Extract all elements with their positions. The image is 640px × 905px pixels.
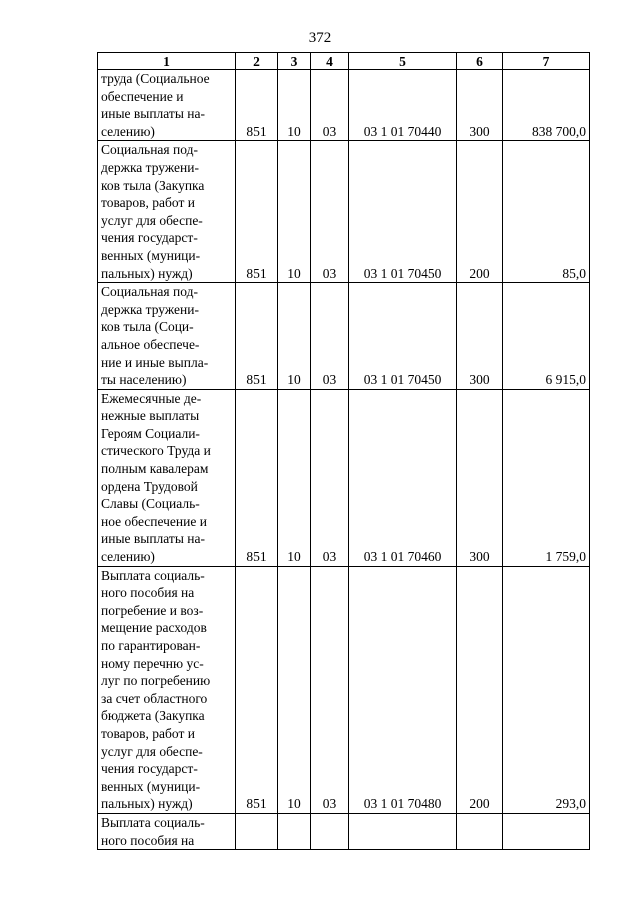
row-description: Социальная под- держка тружени- ков тыла (Закупка товаров, работ и услуг для обеспе- чения государст- венных (муници- пальных) нужд) bbox=[98, 141, 236, 283]
row-subsection-code bbox=[311, 813, 349, 849]
row-description: Социальная под- держка тружени- ков тыла (Соци- альное обеспече- ние и иные выпла- ты населению) bbox=[98, 283, 236, 390]
row-section-code: 10 bbox=[278, 141, 311, 283]
row-expense-type: 200 bbox=[457, 566, 503, 813]
table-row bbox=[98, 283, 590, 390]
row-amount: 838 700,0 bbox=[503, 70, 590, 141]
row-target-article: 03 1 01 70450 bbox=[349, 283, 457, 390]
row-ministry-code: 851 bbox=[236, 566, 278, 813]
row-expense-type: 300 bbox=[457, 389, 503, 566]
table-row bbox=[98, 566, 590, 813]
row-target-article: 03 1 01 70440 bbox=[349, 70, 457, 141]
row-expense-type: 200 bbox=[457, 141, 503, 283]
row-amount: 1 759,0 bbox=[503, 389, 590, 566]
row-subsection-code: 03 bbox=[311, 141, 349, 283]
row-description: Выплата социаль- ного пособия на bbox=[98, 813, 236, 849]
row-subsection-code: 03 bbox=[311, 566, 349, 813]
row-ministry-code: 851 bbox=[236, 141, 278, 283]
row-target-article: 03 1 01 70460 bbox=[349, 389, 457, 566]
row-amount bbox=[503, 813, 590, 849]
row-subsection-code: 03 bbox=[311, 70, 349, 141]
header-col-1: 1 bbox=[98, 53, 236, 70]
header-col-6: 6 bbox=[457, 53, 503, 70]
row-description: труда (Социальное обеспечение и иные выплаты на- селению) bbox=[98, 70, 236, 141]
header-col-2: 2 bbox=[236, 53, 278, 70]
page-number: 372 bbox=[308, 30, 332, 46]
row-subsection-code: 03 bbox=[311, 283, 349, 390]
row-expense-type: 300 bbox=[457, 283, 503, 390]
table-row bbox=[98, 141, 590, 283]
header-row bbox=[98, 53, 590, 70]
row-description: Выплата социаль- ного пособия на погребение и воз- мещение расходов по гарантирован- ному перечню ус- луг по погребению за счет областного бюджета (Закупка товаров, работ и услуг для обеспе- чения государст- венных (муници- пальных) нужд) bbox=[98, 566, 236, 813]
table-row bbox=[98, 389, 590, 566]
row-ministry-code: 851 bbox=[236, 283, 278, 390]
row-description: Ежемесячные де- нежные выплаты Героям Социали- стического Труда и полным кавалерам ордена Трудовой Славы (Социаль- ное обеспечение и иные выплаты на- селению) bbox=[98, 389, 236, 566]
row-section-code: 10 bbox=[278, 389, 311, 566]
budget-table bbox=[97, 52, 590, 850]
row-ministry-code: 851 bbox=[236, 389, 278, 566]
row-section-code bbox=[278, 813, 311, 849]
header-col-3: 3 bbox=[278, 53, 311, 70]
table-row bbox=[98, 813, 590, 849]
header-col-5: 5 bbox=[349, 53, 457, 70]
row-expense-type bbox=[457, 813, 503, 849]
row-subsection-code: 03 bbox=[311, 389, 349, 566]
header-col-4: 4 bbox=[311, 53, 349, 70]
row-amount: 6 915,0 bbox=[503, 283, 590, 390]
row-ministry-code: 851 bbox=[236, 70, 278, 141]
row-section-code: 10 bbox=[278, 283, 311, 390]
row-expense-type: 300 bbox=[457, 70, 503, 141]
row-section-code: 10 bbox=[278, 70, 311, 141]
row-target-article: 03 1 01 70480 bbox=[349, 566, 457, 813]
header-col-7: 7 bbox=[503, 53, 590, 70]
table-row bbox=[98, 70, 590, 141]
row-ministry-code bbox=[236, 813, 278, 849]
row-section-code: 10 bbox=[278, 566, 311, 813]
row-amount: 293,0 bbox=[503, 566, 590, 813]
row-target-article: 03 1 01 70450 bbox=[349, 141, 457, 283]
row-target-article bbox=[349, 813, 457, 849]
row-amount: 85,0 bbox=[503, 141, 590, 283]
